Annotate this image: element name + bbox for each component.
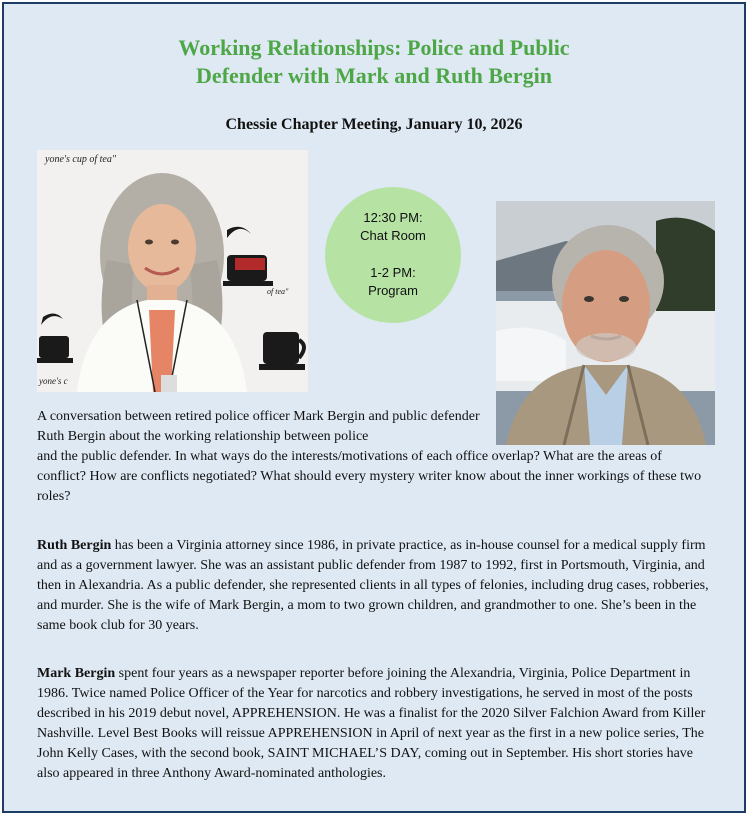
backdrop-text-middle: of tea" xyxy=(267,287,289,296)
schedule-label-2: Program xyxy=(368,283,418,298)
mark-bergin-name: Mark Bergin xyxy=(37,666,116,681)
mark-bergin-bio-text: spent four years as a newspaper reporter before joining the Alexandria, Virginia, Police Department in 1986. Twice named Police Officer of the Year for narcotics and robbery investigations, he served in most of the posts described in his 2019 debut novel, APPREHENSION. He was a finalist for the 2020 Silver Falchion Award from Killer Nashville. Level Best Books will reissue APPREHENSION in April of next year as the first in a new police series, The John Kelly Cases, with the second book, SAINT MICHAEL’S DAY, coming out in September. His short stories have also appeared in three Anthony Award-nominated anthologies. xyxy=(37,666,706,781)
event-description xyxy=(37,407,709,507)
ruth-bergin-bio xyxy=(37,536,709,636)
schedule-time-1: 12:30 PM: xyxy=(363,210,423,225)
ruth-bergin-photo xyxy=(37,150,308,392)
event-title-line-2: Defender with Mark and Ruth Bergin xyxy=(196,63,552,88)
event-title-line-1: Working Relationships: Police and Public xyxy=(178,35,570,60)
mark-bergin-bio xyxy=(37,664,709,784)
backdrop-text-bottom: yone's c xyxy=(39,376,68,386)
ruth-bergin-bio-text: has been a Virginia attorney since 1986, in private practice, as in-house counsel for a medical supply firm and as a government lawyer. She was an assistant public defender from 1987 to 1992, first in Portsmouth, Virginia, and then in Alexandria. As a public defender, she represented clients in all types of felonies, including drug cases, robberies, and murder. She is the wife of Mark Bergin, a mom to two grown children, and grandmother to one. She’s been in the same book club for 30 years. xyxy=(37,538,709,633)
schedule-time-2: 1-2 PM: xyxy=(370,265,416,280)
ruth-bergin-name: Ruth Bergin xyxy=(37,538,112,553)
backdrop-text-top: yone's cup of tea" xyxy=(45,154,117,165)
event-flyer xyxy=(2,2,746,813)
schedule-slot-chat-room xyxy=(325,209,461,245)
meeting-date: Chessie Chapter Meeting, January 10, 2026 xyxy=(225,116,523,133)
schedule-circle xyxy=(325,187,461,323)
schedule-slot-program xyxy=(325,264,461,300)
event-title xyxy=(104,34,644,90)
ruth-photo-illustration xyxy=(37,150,308,392)
schedule-label-1: Chat Room xyxy=(360,228,426,243)
event-description-part-1: A conversation between retired police officer Mark Bergin and public defender Ruth Bergin about the working relationship between police xyxy=(37,409,480,444)
event-description-part-2: and the public defender. In what ways do the interests/motivations of each office overlap? What are the areas of conflict? How are conflicts negotiated? What should every mystery writer know about the inner workings of these two roles? xyxy=(37,449,702,504)
